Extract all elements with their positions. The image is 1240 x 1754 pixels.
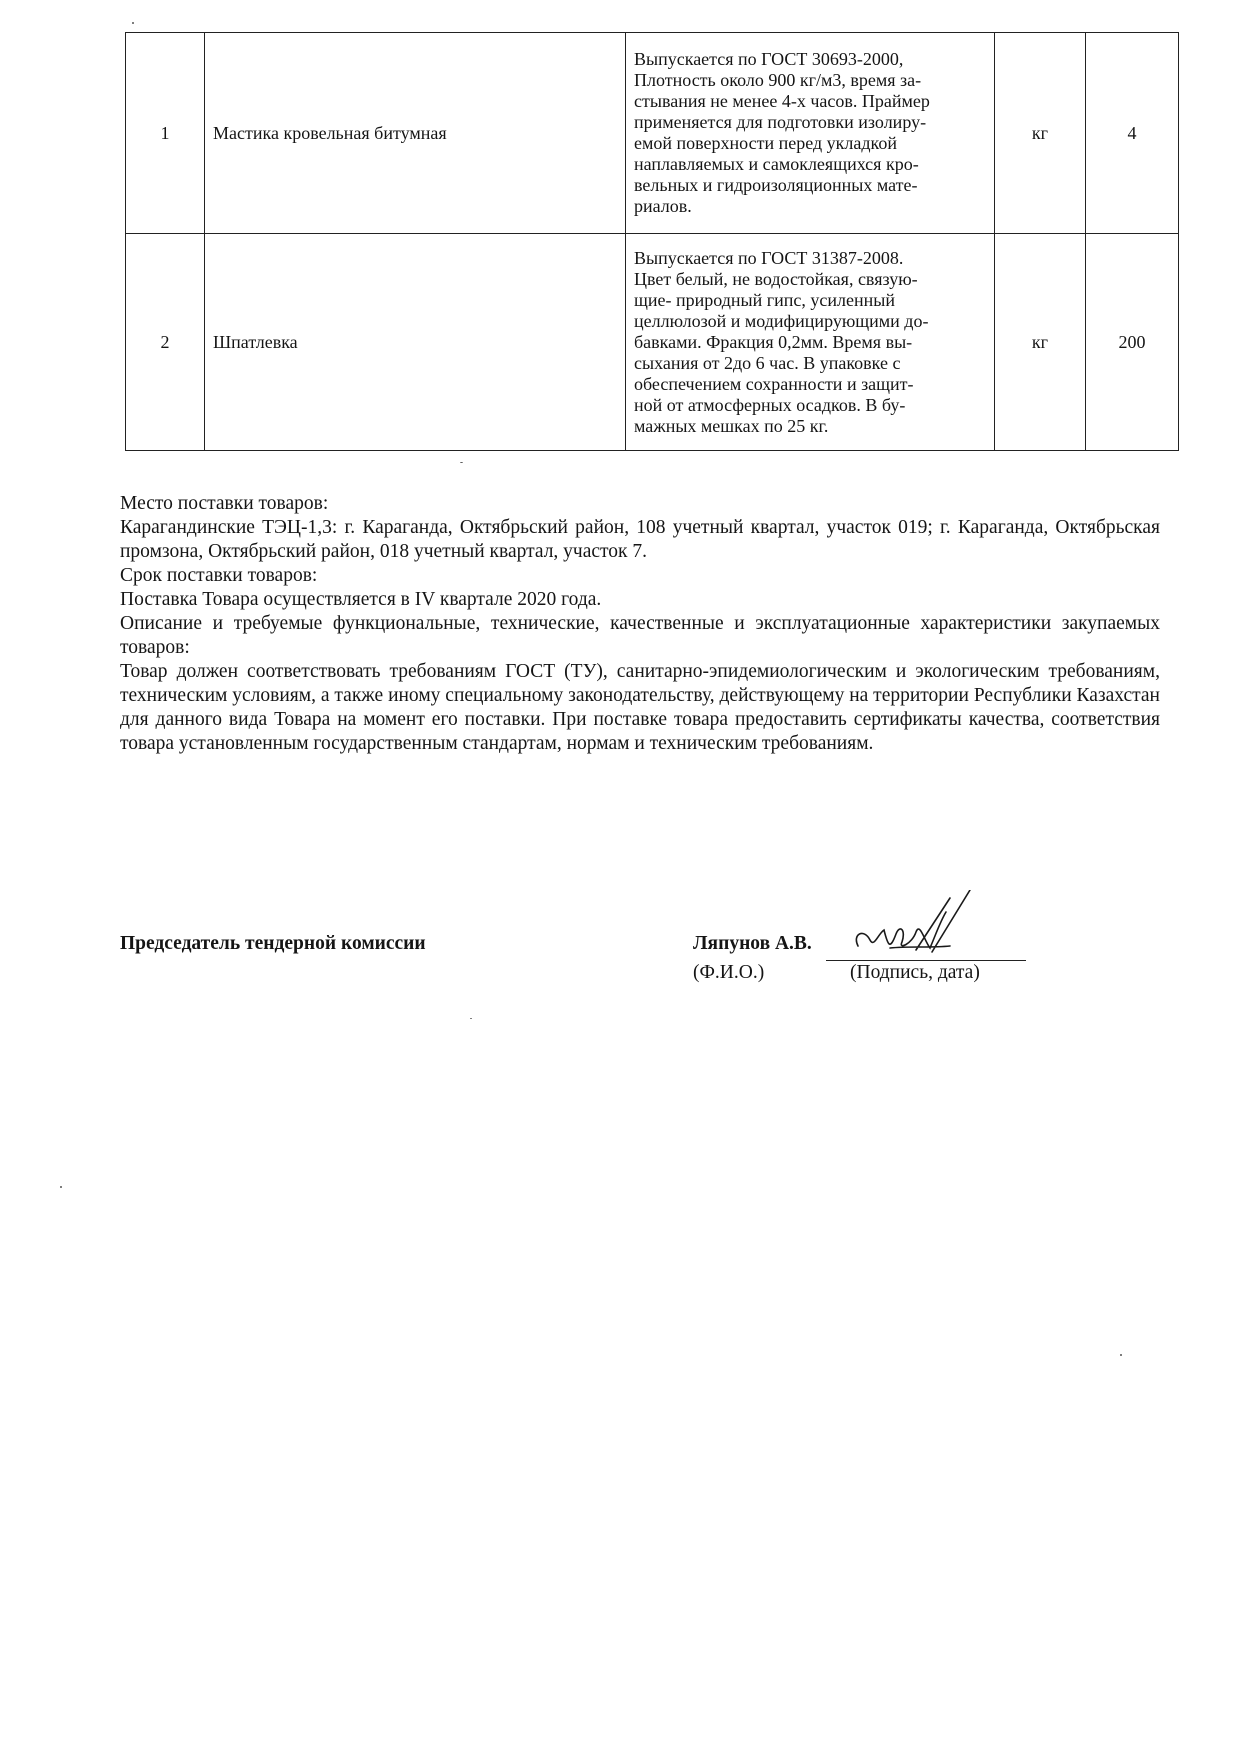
description-line: Цвет белый, не водостойкая, связую- — [634, 268, 918, 289]
goods-name: Шпатлевка — [205, 234, 626, 451]
fio-caption: (Ф.И.О.) — [693, 962, 765, 983]
description-line: емой поверхности перед укладкой — [634, 133, 897, 153]
scan-speck — [60, 1186, 62, 1188]
description-line: мажных мешках по 25 кг. — [634, 415, 829, 436]
description-line: Выпускается по ГОСТ 31387-2008. — [634, 247, 904, 268]
quantity: 200 — [1086, 234, 1179, 451]
description-line: Выпускается по ГОСТ 30693-2000, — [634, 49, 904, 69]
description-line: бавками. Фракция 0,2мм. Время вы- — [634, 331, 913, 352]
requirements-text: Товар должен соответствовать требованиям ГОСТ (ТУ), санитарно-эпидемиологическим и экологическим требованиям, техническим условиям, а также иному специальному законодательству, действующему на территории Республики Казахстан для данного вида Товара на момент его поставки. При поставке товара предоставить сертификаты качества, соответствия товара установленным государственным стандартам, нормам и техническим требованиям. — [120, 661, 1160, 754]
description-line: вельных и гидроизоляционных мате- — [634, 175, 918, 195]
delivery-terms-section — [120, 492, 1160, 756]
scan-speck — [132, 22, 134, 24]
scan-speck — [460, 462, 463, 463]
goods-spec-table — [125, 32, 1179, 451]
delivery-term-text: Поставка Товара осуществляется в IV квартале 2020 года. — [120, 589, 602, 610]
description-line: щие- природный гипс, усиленный — [634, 289, 895, 310]
quantity: 4 — [1086, 33, 1179, 234]
goods-description — [626, 234, 995, 451]
signature-date-caption: (Подпись, дата) — [850, 962, 980, 983]
description-line: обеспечением сохранности и защит- — [634, 373, 914, 394]
description-line: стывания не менее 4-х часов. Праймер — [634, 91, 930, 111]
row-number: 1 — [126, 33, 205, 234]
table-row — [126, 234, 1179, 451]
delivery-place-heading: Место поставки товаров: — [120, 493, 329, 514]
delivery-term-heading: Срок поставки товаров: — [120, 565, 318, 586]
goods-name: Мастика кровельная битумная — [205, 33, 626, 234]
unit-of-measure: кг — [995, 33, 1086, 234]
description-line: наплавляемых и самоклеящихся кро- — [634, 154, 919, 174]
description-line: сыхания от 2до 6 час. В упаковке с — [634, 352, 901, 373]
scan-speck — [470, 1018, 472, 1019]
table-row — [126, 33, 1179, 234]
description-line: риалов. — [634, 196, 692, 216]
row-number: 2 — [126, 234, 205, 451]
description-line: целлюлозой и модифицирующими до- — [634, 310, 929, 331]
goods-description — [626, 33, 995, 234]
description-line: применяется для подготовки изолиру- — [634, 112, 927, 132]
unit-of-measure: кг — [995, 234, 1086, 451]
description-line: Плотность около 900 кг/м3, время за- — [634, 70, 922, 90]
signer-name: Ляпунов А.В. — [693, 933, 812, 954]
scan-speck — [1120, 1354, 1122, 1356]
delivery-place-text: Карагандинские ТЭЦ-1,3: г. Караганда, Октябрьский район, 108 учетный квартал, участок 019; г. Караганда, Октябрьская промзона, Октябрьский район, 018 учетный квартал, участок 7. — [120, 517, 1160, 562]
handwritten-signature-icon — [850, 890, 980, 970]
requirements-heading: Описание и требуемые функциональные, технические, качественные и эксплуатационные характеристики закупаемых товаров: — [120, 613, 1160, 658]
chair-title: Председатель тендерной комиссии — [120, 933, 426, 954]
description-line: ной от атмосферных осадков. В бу- — [634, 394, 906, 415]
